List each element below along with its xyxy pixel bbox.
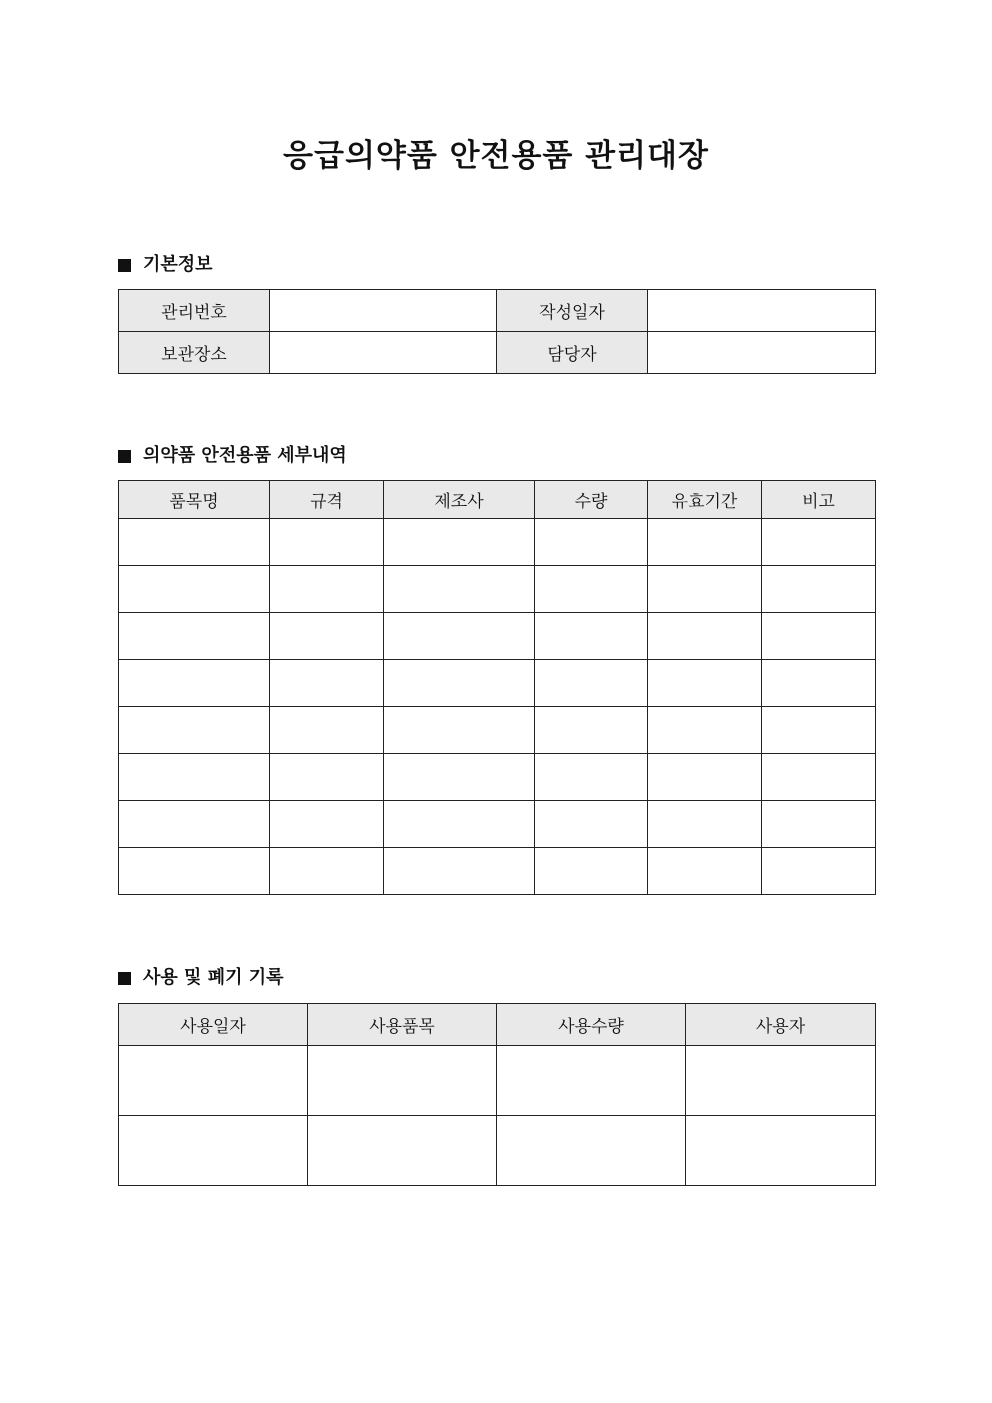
square-bullet-icon xyxy=(118,450,131,463)
table-cell[interactable] xyxy=(497,1116,686,1186)
square-bullet-icon xyxy=(118,259,131,272)
table-cell[interactable] xyxy=(308,1116,497,1186)
table-cell[interactable] xyxy=(762,613,876,660)
table-cell[interactable] xyxy=(384,566,535,613)
table-cell[interactable] xyxy=(384,519,535,566)
table-row xyxy=(119,519,876,566)
table-cell[interactable] xyxy=(648,754,762,801)
detail-table xyxy=(118,480,876,895)
table-row xyxy=(119,1116,876,1186)
table-cell[interactable] xyxy=(535,754,648,801)
column-header-use-quantity: 사용수량 xyxy=(497,1004,686,1046)
square-bullet-icon xyxy=(118,972,131,985)
table-cell[interactable] xyxy=(119,754,270,801)
table-cell[interactable] xyxy=(535,707,648,754)
table-cell[interactable] xyxy=(648,660,762,707)
table-cell[interactable] xyxy=(535,566,648,613)
table-cell[interactable] xyxy=(535,801,648,848)
table-row xyxy=(119,801,876,848)
table-cell[interactable] xyxy=(762,519,876,566)
table-cell[interactable] xyxy=(384,660,535,707)
section-heading-label: 의약품 안전용품 세부내역 xyxy=(143,445,347,466)
table-cell[interactable] xyxy=(270,566,384,613)
column-header-use-date: 사용일자 xyxy=(119,1004,308,1046)
table-cell[interactable] xyxy=(270,848,384,895)
table-cell[interactable] xyxy=(270,613,384,660)
table-cell[interactable] xyxy=(384,801,535,848)
table-row xyxy=(119,332,876,374)
manager-field[interactable] xyxy=(648,332,876,374)
table-row xyxy=(119,754,876,801)
column-header-expiry: 유효기간 xyxy=(648,481,762,519)
table-cell[interactable] xyxy=(119,848,270,895)
table-cell[interactable] xyxy=(270,754,384,801)
section-heading-details xyxy=(118,444,347,468)
table-cell[interactable] xyxy=(648,848,762,895)
label-management-number: 관리번호 xyxy=(119,290,270,332)
table-cell[interactable] xyxy=(762,660,876,707)
usage-table-body xyxy=(119,1046,876,1186)
table-cell[interactable] xyxy=(119,1046,308,1116)
table-cell[interactable] xyxy=(384,613,535,660)
table-cell[interactable] xyxy=(535,519,648,566)
section-heading-label: 사용 및 폐기 기록 xyxy=(143,967,284,988)
management-number-field[interactable] xyxy=(270,290,497,332)
table-cell[interactable] xyxy=(497,1046,686,1116)
detail-table-body xyxy=(119,519,876,895)
label-manager: 담당자 xyxy=(497,332,648,374)
column-header-use-item: 사용품목 xyxy=(308,1004,497,1046)
table-row xyxy=(119,660,876,707)
column-header-user: 사용자 xyxy=(686,1004,876,1046)
column-header-manufacturer: 제조사 xyxy=(384,481,535,519)
table-cell[interactable] xyxy=(119,707,270,754)
table-cell[interactable] xyxy=(762,801,876,848)
table-cell[interactable] xyxy=(648,519,762,566)
table-cell[interactable] xyxy=(762,566,876,613)
section-heading-usage xyxy=(118,966,284,990)
table-row xyxy=(119,566,876,613)
table-cell[interactable] xyxy=(270,707,384,754)
table-cell[interactable] xyxy=(535,660,648,707)
table-cell[interactable] xyxy=(270,660,384,707)
table-row xyxy=(119,848,876,895)
created-date-field[interactable] xyxy=(648,290,876,332)
table-cell[interactable] xyxy=(648,613,762,660)
table-cell[interactable] xyxy=(648,566,762,613)
table-header-row xyxy=(119,481,876,519)
table-cell[interactable] xyxy=(119,801,270,848)
table-cell[interactable] xyxy=(535,848,648,895)
usage-table xyxy=(118,1003,876,1186)
label-storage-location: 보관장소 xyxy=(119,332,270,374)
table-cell[interactable] xyxy=(648,707,762,754)
table-cell[interactable] xyxy=(119,660,270,707)
table-cell[interactable] xyxy=(762,707,876,754)
table-cell[interactable] xyxy=(270,801,384,848)
table-cell[interactable] xyxy=(119,613,270,660)
column-header-quantity: 수량 xyxy=(535,481,648,519)
column-header-remarks: 비고 xyxy=(762,481,876,519)
table-row xyxy=(119,1046,876,1116)
table-row xyxy=(119,290,876,332)
column-header-spec: 규격 xyxy=(270,481,384,519)
section-heading-label: 기본정보 xyxy=(143,254,213,275)
table-cell[interactable] xyxy=(119,566,270,613)
table-cell[interactable] xyxy=(686,1116,876,1186)
page-title: 응급의약품 안전용품 관리대장 xyxy=(283,138,709,174)
table-cell[interactable] xyxy=(384,707,535,754)
table-row xyxy=(119,613,876,660)
table-cell[interactable] xyxy=(762,848,876,895)
table-cell[interactable] xyxy=(762,754,876,801)
table-row xyxy=(119,707,876,754)
label-created-date: 작성일자 xyxy=(497,290,648,332)
section-heading-basic-info xyxy=(118,253,213,277)
table-cell[interactable] xyxy=(119,1116,308,1186)
storage-location-field[interactable] xyxy=(270,332,497,374)
table-cell[interactable] xyxy=(648,801,762,848)
table-cell[interactable] xyxy=(119,519,270,566)
table-cell[interactable] xyxy=(384,848,535,895)
table-cell[interactable] xyxy=(535,613,648,660)
table-cell[interactable] xyxy=(384,754,535,801)
table-header-row xyxy=(119,1004,876,1046)
table-cell[interactable] xyxy=(270,519,384,566)
table-cell[interactable] xyxy=(308,1046,497,1116)
column-header-item-name: 품목명 xyxy=(119,481,270,519)
table-cell[interactable] xyxy=(686,1046,876,1116)
basic-info-table xyxy=(118,289,876,374)
